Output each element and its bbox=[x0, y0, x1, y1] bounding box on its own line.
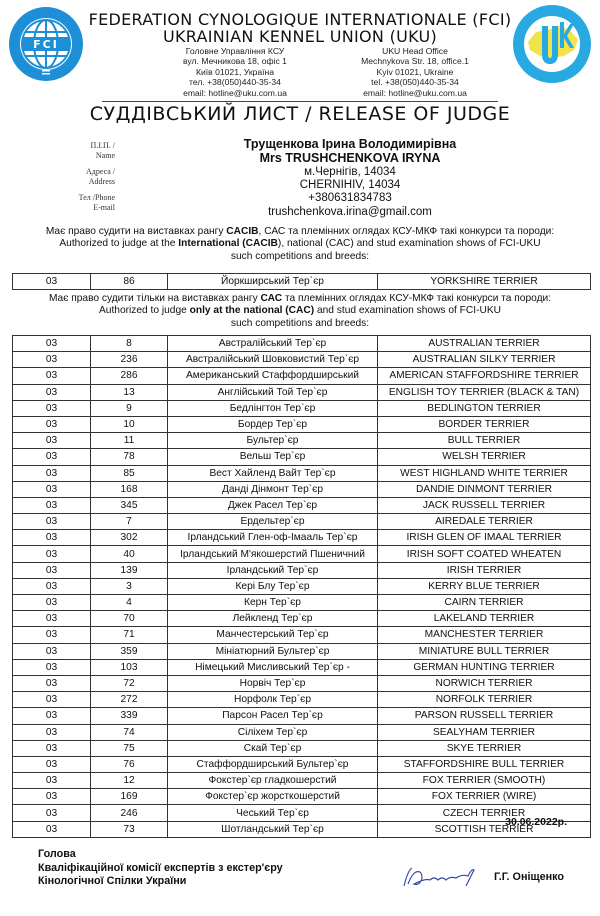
document-title: СУДДІВСЬКИЙ ЛИСТ / RELEASE OF JUDGE bbox=[89, 103, 511, 125]
cac-breeds-table bbox=[12, 335, 591, 838]
cacib-intro bbox=[0, 226, 600, 263]
fci-number-cell: 272 bbox=[91, 692, 168, 708]
breed-group-cell: 03 bbox=[13, 724, 91, 740]
breed-group-cell: 03 bbox=[13, 708, 91, 724]
judge-email: trushchenkova.irina@gmail.com bbox=[268, 206, 432, 218]
breed-group-cell: 03 bbox=[13, 449, 91, 465]
breed-name-ua-cell: Мініатюрний Бультер`єр bbox=[168, 643, 378, 659]
table-row bbox=[13, 659, 591, 675]
cac-line-3: such competitions and breeds: bbox=[230, 317, 370, 329]
breed-name-en-cell: IRISH TERRIER bbox=[378, 562, 591, 578]
office-ua-line: тел. +38(050)440-35-34 bbox=[189, 77, 281, 88]
breed-name-ua-cell: Манчестерський Тер`єр bbox=[168, 627, 378, 643]
fci-number-cell: 9 bbox=[91, 400, 168, 416]
office-en-line: tel. +38(050)440-35-34 bbox=[371, 77, 459, 88]
label-name-en: Name bbox=[95, 151, 115, 160]
breed-name-en-cell: PARSON RUSSELL TERRIER bbox=[378, 708, 591, 724]
table-row bbox=[13, 352, 591, 368]
breed-name-en-cell: GERMAN HUNTING TERRIER bbox=[378, 659, 591, 675]
breed-group-cell: 03 bbox=[13, 740, 91, 756]
judge-phone: +380631834783 bbox=[308, 192, 392, 204]
signature-icon bbox=[400, 864, 480, 890]
breed-group-cell: 03 bbox=[13, 659, 91, 675]
table-row bbox=[13, 611, 591, 627]
breed-name-en-cell: BULL TERRIER bbox=[378, 433, 591, 449]
breed-name-en-cell: CZECH TERRIER bbox=[378, 805, 591, 821]
breed-name-en-cell: AUSTRALIAN TERRIER bbox=[378, 336, 591, 352]
fci-number-cell: 169 bbox=[91, 789, 168, 805]
signatory-name: Г.Г. Оніщенко bbox=[494, 871, 564, 883]
breed-name-ua-cell: Вест Хайленд Вайт Тер`єр bbox=[168, 465, 378, 481]
breed-name-ua-cell: Бультер`єр bbox=[168, 433, 378, 449]
fci-number-cell: 4 bbox=[91, 595, 168, 611]
breed-name-en-cell: LAKELAND TERRIER bbox=[378, 611, 591, 627]
breed-group-cell: 03 bbox=[13, 384, 91, 400]
fci-number-cell: 139 bbox=[91, 562, 168, 578]
breed-name-ua-cell: Ердельтер`єр bbox=[168, 514, 378, 530]
judge-address-ua: м.Чернігів, 14034 bbox=[304, 166, 396, 178]
table-row bbox=[13, 433, 591, 449]
breed-name-ua-cell: Австралійський Шовковистий Тер`єр bbox=[168, 352, 378, 368]
table-row bbox=[13, 756, 591, 772]
breed-name-en-cell: MINIATURE BULL TERRIER bbox=[378, 643, 591, 659]
label-name-ua: П.І.П. / bbox=[90, 141, 115, 150]
title-fci: FEDERATION CYNOLOGIQUE INTERNATIONALE (FCI) bbox=[88, 10, 512, 29]
breed-group-cell: 03 bbox=[13, 595, 91, 611]
breed-group-cell: 03 bbox=[13, 562, 91, 578]
cac-intro bbox=[0, 293, 600, 330]
breed-name-en-cell: SKYE TERRIER bbox=[378, 740, 591, 756]
breed-group-cell: 03 bbox=[13, 773, 91, 789]
fci-number-cell: 236 bbox=[91, 352, 168, 368]
breed-group-cell: 03 bbox=[13, 805, 91, 821]
table-row bbox=[13, 740, 591, 756]
table-row bbox=[13, 692, 591, 708]
table-row bbox=[13, 675, 591, 691]
fci-number-cell: 76 bbox=[91, 756, 168, 772]
judge-name-ua: Трущенкова Ірина Володимирівна bbox=[243, 137, 457, 151]
breed-name-en-cell: BEDLINGTON TERRIER bbox=[378, 400, 591, 416]
breed-name-en-cell: SCOTTISH TERRIER bbox=[378, 821, 591, 837]
label-address-ua: Адреса / bbox=[85, 167, 115, 176]
office-en-line: UKU Head Office bbox=[382, 46, 448, 56]
breed-group-cell: 03 bbox=[13, 627, 91, 643]
table-row bbox=[13, 274, 591, 290]
label-name bbox=[91, 141, 115, 161]
breed-group-cell: 03 bbox=[13, 675, 91, 691]
breed-name-ua-cell: Шотландський Тер`єр bbox=[168, 821, 378, 837]
breed-group-cell: 03 bbox=[13, 400, 91, 416]
office-en-line: Kyiv 01021, Ukraine bbox=[376, 66, 454, 77]
cacib-line-3: such competitions and breeds: bbox=[230, 250, 370, 262]
table-row bbox=[13, 724, 591, 740]
fci-number-cell: 168 bbox=[91, 481, 168, 497]
fci-number-cell: 72 bbox=[91, 675, 168, 691]
fci-number-cell: 286 bbox=[91, 368, 168, 384]
office-en bbox=[330, 46, 500, 98]
breed-name-ua-cell: Англійський Той Тер`єр bbox=[168, 384, 378, 400]
breed-group-cell: 03 bbox=[13, 352, 91, 368]
signatory-line: Кваліфікаційної комісії експертів з екстер'єру bbox=[38, 861, 283, 874]
breed-name-en-cell: WELSH TERRIER bbox=[378, 449, 591, 465]
label-address-en: Address bbox=[88, 177, 115, 186]
fci-number-cell: 345 bbox=[91, 497, 168, 513]
breed-group-cell: 03 bbox=[13, 481, 91, 497]
table-row bbox=[13, 465, 591, 481]
fci-number-cell: 12 bbox=[91, 773, 168, 789]
breed-name-ua-cell: Кері Блу Тер`єр bbox=[168, 578, 378, 594]
breed-group-cell: 03 bbox=[13, 465, 91, 481]
fci-number-cell: 103 bbox=[91, 659, 168, 675]
table-row bbox=[13, 384, 591, 400]
breed-group-cell: 03 bbox=[13, 789, 91, 805]
breed-group-cell: 03 bbox=[13, 756, 91, 772]
fci-number-cell: 13 bbox=[91, 384, 168, 400]
table-row bbox=[13, 530, 591, 546]
fci-number-cell: 7 bbox=[91, 514, 168, 530]
breed-name-en-cell: CAIRN TERRIER bbox=[378, 595, 591, 611]
breed-name-en-cell: DANDIE DINMONT TERRIER bbox=[378, 481, 591, 497]
fci-number-cell: 70 bbox=[91, 611, 168, 627]
issue-date: 30.06.2022р. bbox=[505, 816, 567, 828]
table-row bbox=[13, 368, 591, 384]
breed-name-en-cell: IRISH SOFT COATED WHEATEN bbox=[378, 546, 591, 562]
breed-name-ua-cell: Німецький Мисливський Тер`єр - bbox=[168, 659, 378, 675]
breed-name-en-cell: AMERICAN STAFFORDSHIRE TERRIER bbox=[378, 368, 591, 384]
breed-name-ua-cell: Парсон Расел Тер`єр bbox=[168, 708, 378, 724]
fci-number-cell: 8 bbox=[91, 336, 168, 352]
breed-name-ua-cell: Норвіч Тер`єр bbox=[168, 675, 378, 691]
table-row bbox=[13, 789, 591, 805]
table-row bbox=[13, 773, 591, 789]
fci-number-cell: 85 bbox=[91, 465, 168, 481]
fci-number-cell: 246 bbox=[91, 805, 168, 821]
office-en-line: email: hotline@uku.com.ua bbox=[363, 87, 467, 98]
breed-name-ua-cell: Вельш Тер`єр bbox=[168, 449, 378, 465]
breed-name-ua-cell: Лейкленд Тер`єр bbox=[168, 611, 378, 627]
breed-name-en-cell: WEST HIGHLAND WHITE TERRIER bbox=[378, 465, 591, 481]
breed-name-ua-cell: Фокстер`єр гладкошерстий bbox=[168, 773, 378, 789]
table-row bbox=[13, 514, 591, 530]
breed-group-cell: 03 bbox=[13, 514, 91, 530]
office-ua-line: Київ 01021, Україна bbox=[195, 66, 275, 77]
title-uku: UKRAINIAN KENNEL UNION (UKU) bbox=[162, 27, 438, 46]
table-row bbox=[13, 643, 591, 659]
table-row bbox=[13, 546, 591, 562]
breed-name-en-cell: ENGLISH TOY TERRIER (BLACK & TAN) bbox=[378, 384, 591, 400]
fci-number-cell: 302 bbox=[91, 530, 168, 546]
breed-group-cell: 03 bbox=[13, 530, 91, 546]
fci-number-cell: 73 bbox=[91, 821, 168, 837]
breed-name-en-cell: NORFOLK TERRIER bbox=[378, 692, 591, 708]
fci-number-cell: 71 bbox=[91, 627, 168, 643]
breed-name-en-cell: BORDER TERRIER bbox=[378, 416, 591, 432]
judge-address-en: CHERNIHIV, 14034 bbox=[299, 179, 401, 191]
table-row bbox=[13, 449, 591, 465]
breed-name-ua-cell: Скай Тер`єр bbox=[168, 740, 378, 756]
breed-group-cell: 03 bbox=[13, 274, 91, 290]
breed-group-cell: 03 bbox=[13, 433, 91, 449]
judge-name-en: Mrs TRUSHCHENKOVA IRYNA bbox=[259, 151, 441, 165]
table-row bbox=[13, 497, 591, 513]
fci-number-cell: 75 bbox=[91, 740, 168, 756]
breed-name-ua-cell: Австралійський Тер`єр bbox=[168, 336, 378, 352]
table-row bbox=[13, 821, 591, 837]
table-row bbox=[13, 481, 591, 497]
signatory-line: Кінологічної Спілки України bbox=[38, 875, 187, 887]
table-row bbox=[13, 627, 591, 643]
cac-line-ua: Має право судити тільки на виставках рангу САС та племінних оглядах КСУ-МКФ такі конкурси та породи: bbox=[48, 293, 552, 304]
fci-number-cell: 74 bbox=[91, 724, 168, 740]
table-row bbox=[13, 805, 591, 821]
breed-name-ua-cell: Сіліхем Тер`єр bbox=[168, 724, 378, 740]
fci-number-cell: 359 bbox=[91, 643, 168, 659]
fci-number-cell: 40 bbox=[91, 546, 168, 562]
table-row bbox=[13, 562, 591, 578]
breed-group-cell: 03 bbox=[13, 336, 91, 352]
breed-name-en-cell: AIREDALE TERRIER bbox=[378, 514, 591, 530]
breed-group-cell: 03 bbox=[13, 497, 91, 513]
breed-name-ua-cell: Чеський Тер`єр bbox=[168, 805, 378, 821]
breed-name-ua-cell: Ірландський Тер`єр bbox=[168, 562, 378, 578]
label-address bbox=[86, 167, 115, 187]
breed-name-en-cell: KERRY BLUE TERRIER bbox=[378, 578, 591, 594]
office-ua-line: вул. Мечникова 18, офіс 1 bbox=[183, 56, 287, 67]
office-ua bbox=[150, 46, 320, 98]
breed-group-cell: 03 bbox=[13, 692, 91, 708]
fci-number-cell: 11 bbox=[91, 433, 168, 449]
breed-group-cell: 03 bbox=[13, 368, 91, 384]
table-row bbox=[13, 336, 591, 352]
breed-name-en-cell: MANCHESTER TERRIER bbox=[378, 627, 591, 643]
table-row bbox=[13, 595, 591, 611]
cacib-line-ua: Має право судити на виставках рангу CACIB, САС та племінних оглядах КСУ-МКФ такі конкурси та породи: bbox=[45, 226, 555, 237]
breed-name-ua-cell: Стаффордширський Бультер`єр bbox=[168, 756, 378, 772]
breed-name-ua-cell: Бордер Тер`єр bbox=[168, 416, 378, 432]
cacib-line-en: Authorized to judge at the International (CACIB), national (CAC) and stud examination shows of FCI-UKU bbox=[59, 238, 541, 250]
breed-group-cell: 03 bbox=[13, 546, 91, 562]
breed-name-en-cell: NORWICH TERRIER bbox=[378, 675, 591, 691]
signatory-title bbox=[38, 848, 283, 889]
label-email: E-mail bbox=[93, 203, 115, 212]
breed-name-en-cell: SEALYHAM TERRIER bbox=[378, 724, 591, 740]
breed-name-ua-cell: Американський Стаффордширський bbox=[168, 368, 378, 384]
breed-name-ua-cell: Йоркширський Тер`єр bbox=[168, 274, 378, 290]
header-divider bbox=[102, 101, 498, 102]
breed-name-en-cell: IRISH GLEN OF IMAAL TERRIER bbox=[378, 530, 591, 546]
breed-name-en-cell: YORKSHIRE TERRIER bbox=[378, 274, 591, 290]
office-ua-line: email: hotline@uku.com.ua bbox=[183, 87, 287, 98]
label-phone: Тел /Phone bbox=[78, 193, 115, 202]
cac-line-en: Authorized to judge only at the national (CAC) and stud examination shows of FCI-UKU bbox=[99, 305, 501, 317]
breed-name-en-cell: FOX TERRIER (WIRE) bbox=[378, 789, 591, 805]
breed-name-en-cell: AUSTRALIAN SILKY TERRIER bbox=[378, 352, 591, 368]
table-row bbox=[13, 400, 591, 416]
breed-name-ua-cell: Ірландський Глен-оф-Імааль Тер`єр bbox=[168, 530, 378, 546]
breed-group-cell: 03 bbox=[13, 416, 91, 432]
signatory-line: Голова bbox=[38, 848, 76, 860]
breed-name-ua-cell: Фокстер`єр жорсткошерстий bbox=[168, 789, 378, 805]
breed-name-ua-cell: Ірландський М'якошерстий Пшеничний bbox=[168, 546, 378, 562]
fci-number-cell: 78 bbox=[91, 449, 168, 465]
table-row bbox=[13, 578, 591, 594]
fci-number-cell: 339 bbox=[91, 708, 168, 724]
breed-name-ua-cell: Данді Дінмонт Тер`єр bbox=[168, 481, 378, 497]
breed-name-ua-cell: Джек Расел Тер`єр bbox=[168, 497, 378, 513]
cacib-breeds-table bbox=[12, 273, 591, 290]
svg-text:FCI: FCI bbox=[33, 38, 59, 51]
office-ua-line: Головне Управління КСУ bbox=[185, 46, 285, 56]
office-en-line: Mechnykova Str. 18, office.1 bbox=[361, 56, 469, 67]
table-row bbox=[13, 416, 591, 432]
table-row bbox=[13, 708, 591, 724]
breed-group-cell: 03 bbox=[13, 821, 91, 837]
breed-name-ua-cell: Бедлінгтон Тер`єр bbox=[168, 400, 378, 416]
breed-name-ua-cell: Керн Тер`єр bbox=[168, 595, 378, 611]
breed-name-ua-cell: Норфолк Тер`єр bbox=[168, 692, 378, 708]
fci-number-cell: 86 bbox=[91, 274, 168, 290]
breed-group-cell: 03 bbox=[13, 643, 91, 659]
breed-name-en-cell: JACK RUSSELL TERRIER bbox=[378, 497, 591, 513]
label-contact bbox=[79, 193, 115, 213]
breed-group-cell: 03 bbox=[13, 611, 91, 627]
breed-name-en-cell: FOX TERRIER (SMOOTH) bbox=[378, 773, 591, 789]
fci-number-cell: 10 bbox=[91, 416, 168, 432]
breed-group-cell: 03 bbox=[13, 578, 91, 594]
fci-number-cell: 3 bbox=[91, 578, 168, 594]
breed-name-en-cell: STAFFORDSHIRE BULL TERRIER bbox=[378, 756, 591, 772]
